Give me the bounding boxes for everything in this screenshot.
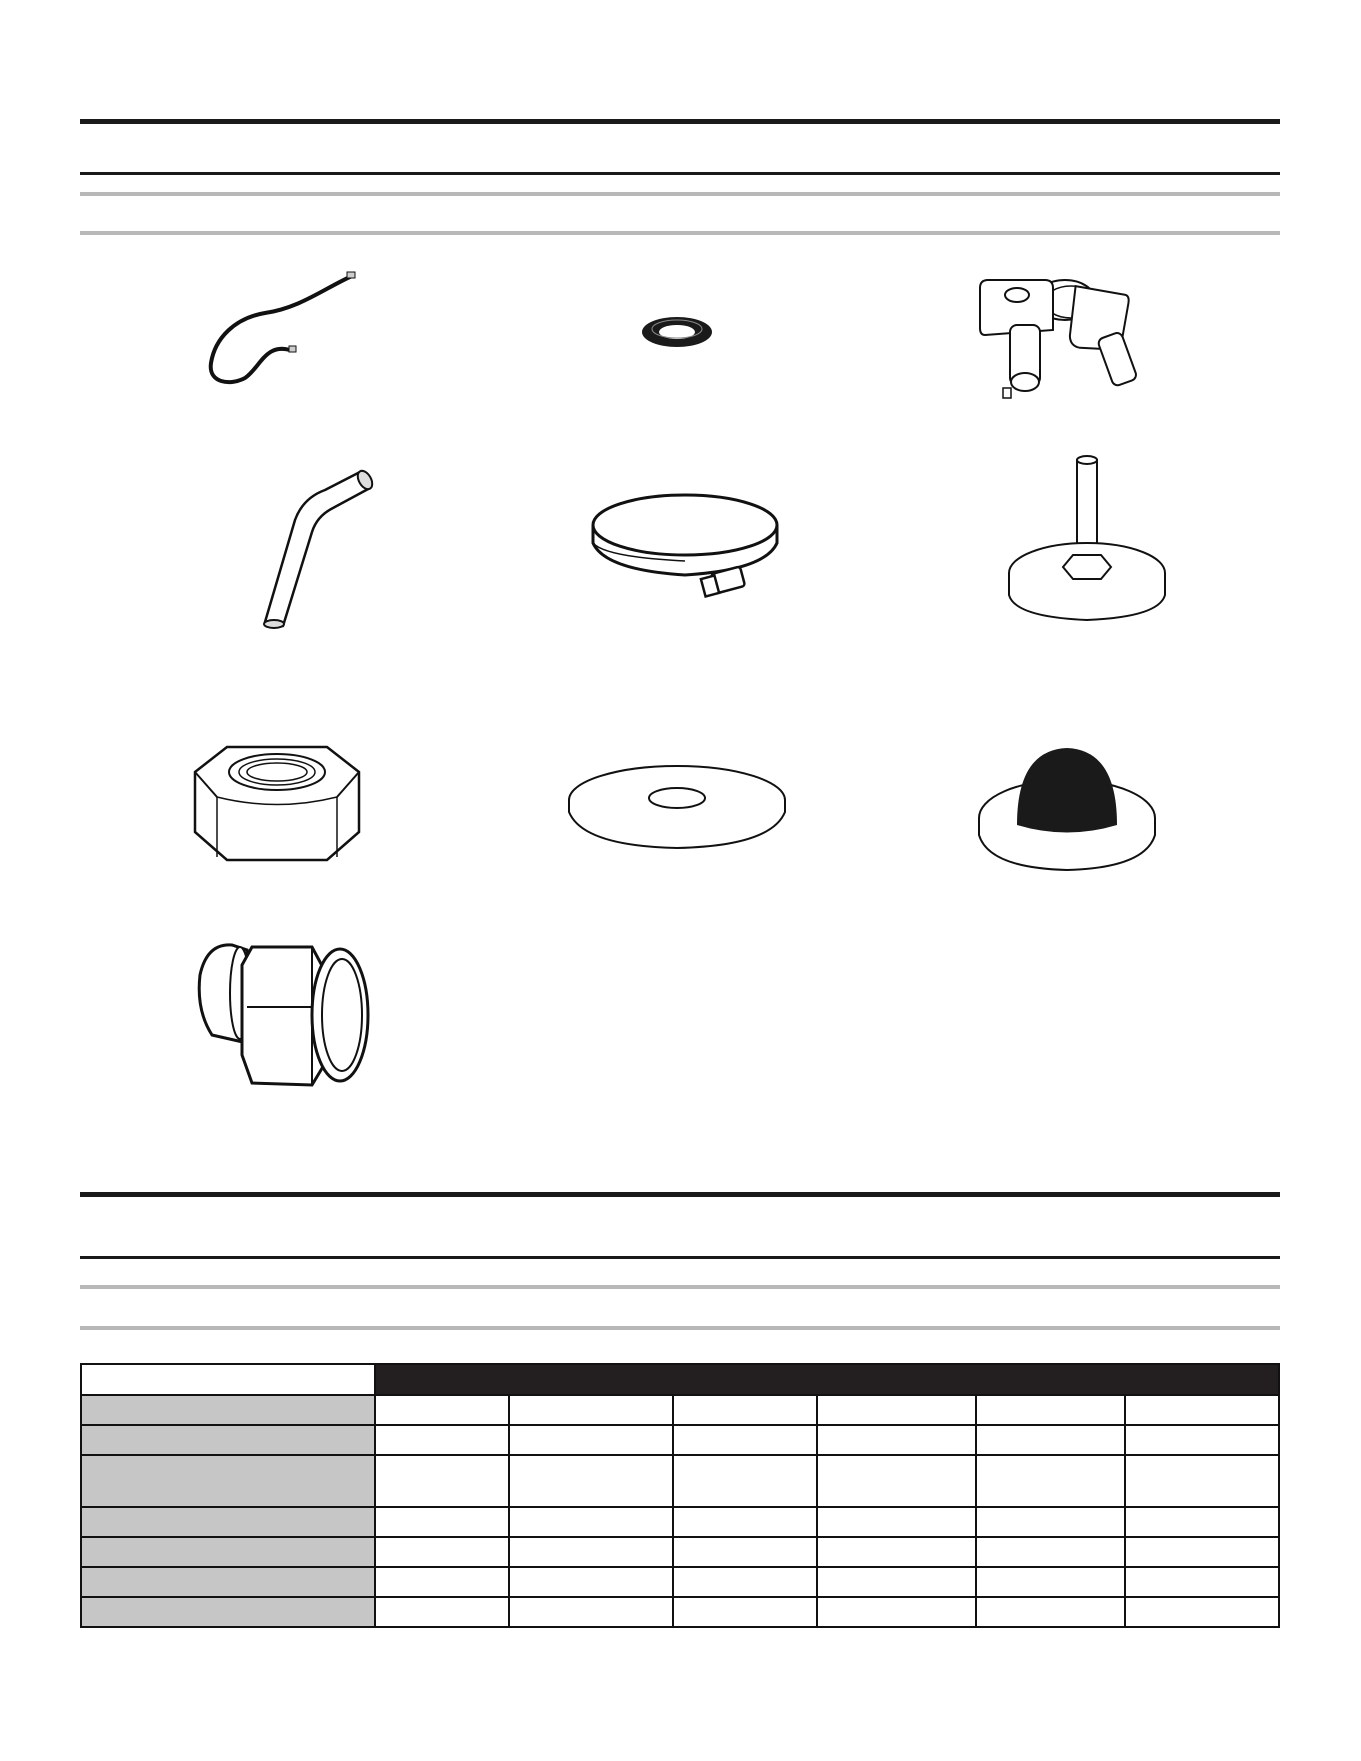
gasket-icon <box>640 312 715 352</box>
bottom-rule <box>80 1256 1280 1259</box>
table-row <box>81 1537 1279 1567</box>
table-cell <box>1125 1537 1279 1567</box>
table-row <box>81 1425 1279 1455</box>
table-cell <box>509 1425 673 1455</box>
table-cell <box>673 1597 817 1627</box>
table-cell <box>673 1425 817 1455</box>
table-cell <box>673 1507 817 1537</box>
table-cell <box>673 1455 817 1507</box>
keys-icon <box>975 270 1175 415</box>
table-cell <box>375 1395 509 1425</box>
row-label <box>81 1425 375 1455</box>
table-cell <box>375 1597 509 1627</box>
top-rule-gray-1 <box>80 192 1280 196</box>
spec-table <box>80 1363 1280 1628</box>
spec-header-bar <box>375 1364 1279 1395</box>
table-cell <box>1125 1425 1279 1455</box>
table-cell <box>509 1597 673 1627</box>
table-cell <box>673 1567 817 1597</box>
table-cell <box>673 1537 817 1567</box>
table-cell <box>375 1537 509 1567</box>
row-label <box>81 1597 375 1627</box>
spec-header-corner <box>81 1364 375 1395</box>
flat-washer-icon <box>565 760 790 850</box>
hex-nut-icon <box>187 742 367 867</box>
keys-part <box>975 270 1175 415</box>
table-cell <box>976 1455 1125 1507</box>
table-cell <box>1125 1395 1279 1425</box>
table-row <box>81 1597 1279 1627</box>
table-cell <box>673 1395 817 1425</box>
top-rule-thick <box>80 119 1280 124</box>
table-cell <box>375 1425 509 1455</box>
table-cell <box>375 1455 509 1507</box>
table-cell <box>976 1507 1125 1537</box>
row-label <box>81 1567 375 1597</box>
table-cell <box>1125 1507 1279 1537</box>
leveling-leg-part <box>1005 455 1170 620</box>
table-cell <box>509 1537 673 1567</box>
table-cell <box>1125 1597 1279 1627</box>
table-cell <box>817 1395 976 1425</box>
table-row <box>81 1567 1279 1597</box>
table-cell <box>817 1425 976 1455</box>
row-label <box>81 1537 375 1567</box>
hose-clamp-part <box>585 485 785 610</box>
table-cell <box>976 1425 1125 1455</box>
table-row <box>81 1507 1279 1537</box>
row-label <box>81 1507 375 1537</box>
table-cell <box>817 1455 976 1507</box>
table-cell <box>509 1395 673 1425</box>
hose-clamp-icon <box>585 485 785 610</box>
hex-nut-part <box>187 742 367 867</box>
table-cell <box>509 1507 673 1537</box>
wire-part <box>205 268 365 388</box>
gasket-part <box>640 312 715 352</box>
row-label <box>81 1395 375 1425</box>
row-label <box>81 1455 375 1507</box>
drain-tube-part <box>255 460 385 630</box>
cap-fitting-part <box>192 935 372 1090</box>
rubber-foot-part <box>975 740 1160 870</box>
table-row <box>81 1395 1279 1425</box>
table-cell <box>817 1537 976 1567</box>
leveling-leg-icon <box>1005 455 1170 620</box>
table-cell <box>817 1567 976 1597</box>
table-row <box>81 1455 1279 1507</box>
table-cell <box>976 1537 1125 1567</box>
table-cell <box>976 1567 1125 1597</box>
rubber-foot-icon <box>975 740 1160 870</box>
top-rule-gray-2 <box>80 231 1280 235</box>
table-cell <box>1125 1455 1279 1507</box>
table-cell <box>976 1597 1125 1627</box>
table-cell <box>976 1395 1125 1425</box>
bottom-rule-gray-1 <box>80 1285 1280 1289</box>
wire-icon <box>205 268 365 388</box>
top-rule <box>80 172 1280 175</box>
drain-tube-icon <box>255 460 385 630</box>
table-cell <box>509 1455 673 1507</box>
cap-fitting-icon <box>192 935 372 1090</box>
table-cell <box>817 1507 976 1537</box>
spec-table-header <box>81 1364 1279 1395</box>
table-cell <box>1125 1567 1279 1597</box>
bottom-rule-gray-2 <box>80 1326 1280 1330</box>
bottom-rule-thick <box>80 1192 1280 1197</box>
table-cell <box>375 1507 509 1537</box>
table-cell <box>817 1597 976 1627</box>
flat-washer-part <box>565 760 790 850</box>
table-cell <box>375 1567 509 1597</box>
table-cell <box>509 1567 673 1597</box>
